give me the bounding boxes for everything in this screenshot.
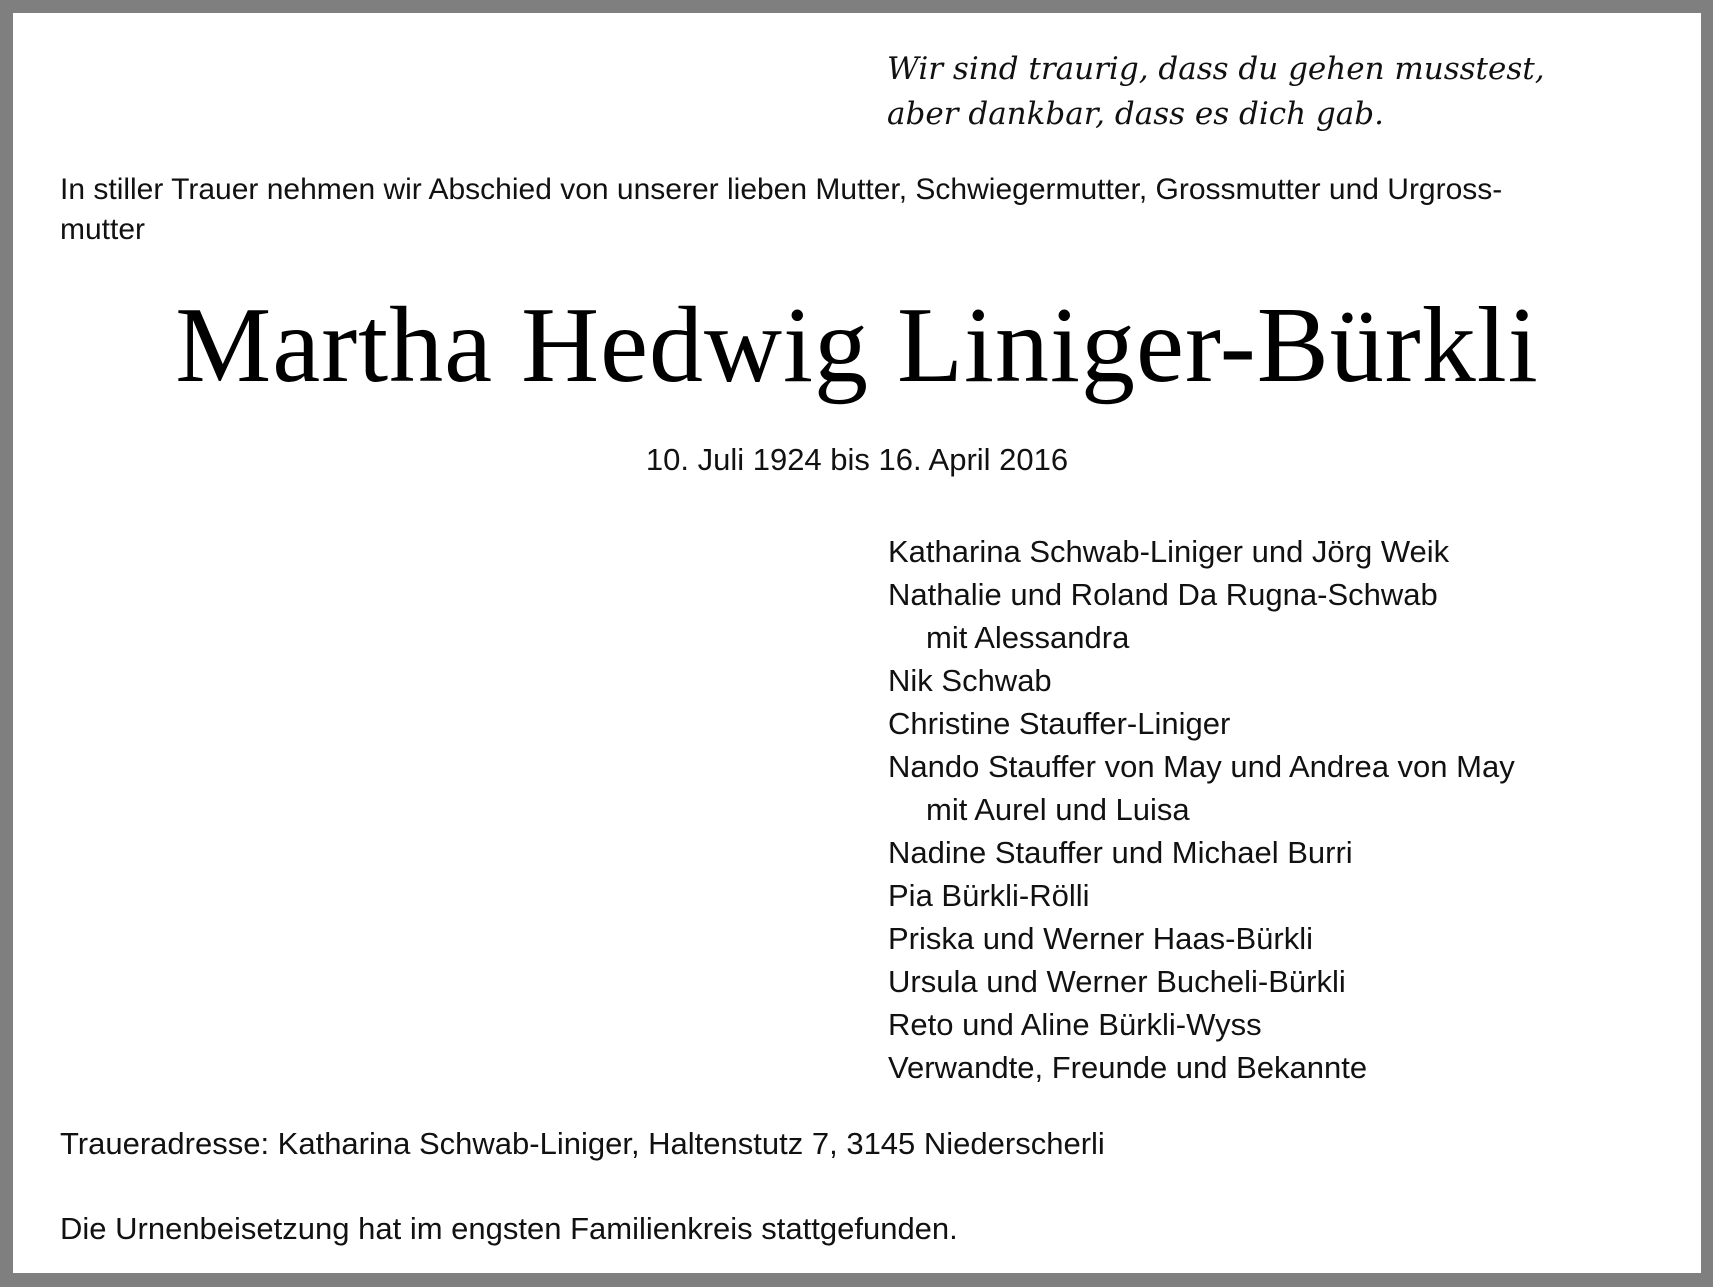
mourner-entry: Nathalie und Roland Da Rugna-Schwab: [888, 577, 1438, 612]
mourner-entry-indented: mit Alessandra: [926, 620, 1130, 655]
mourner-entry: Reto und Aline Bürkli-Wyss: [888, 1007, 1262, 1042]
mourner-entry: Nadine Stauffer und Michael Burri: [888, 835, 1353, 870]
intro-line-1: In stiller Trauer nehmen wir Abschied von unserer lieben Mutter, Schwiegermutter, Grossmutter und Urgross-: [60, 173, 1503, 206]
motto-quote: [887, 47, 1545, 137]
mourner-entry: Nik Schwab: [888, 663, 1052, 698]
mourner-entry: Nando Stauffer von May und Andrea von May: [888, 749, 1515, 784]
deceased-name: Martha Hedwig Liniger-Bürkli: [175, 286, 1539, 405]
mourner-entry: Katharina Schwab-Liniger und Jörg Weik: [888, 534, 1450, 569]
mourners-list: [888, 530, 1515, 1089]
mourner-entry: Christine Stauffer-Liniger: [888, 706, 1231, 741]
burial-note: Die Urnenbeisetzung hat im engsten Familienkreis stattgefunden.: [60, 1211, 958, 1246]
mourner-entry: Priska und Werner Haas-Bürkli: [888, 921, 1313, 956]
motto-line-1: Wir sind traurig, dass du gehen musstest,: [887, 51, 1545, 87]
mourner-entry: Verwandte, Freunde und Bekannte: [888, 1050, 1368, 1085]
life-dates: 10. Juli 1924 bis 16. April 2016: [645, 442, 1069, 477]
mourner-entry-indented: mit Aurel und Luisa: [926, 792, 1190, 827]
mourner-entry: Ursula und Werner Bucheli-Bürkli: [888, 964, 1346, 999]
intro-text: [60, 170, 1670, 250]
motto-line-2: aber dankbar, dass es dich gab.: [887, 96, 1384, 132]
obituary-notice: [13, 13, 1701, 1273]
mourner-entry: Pia Bürkli-Rölli: [888, 878, 1090, 913]
mourning-address: Traueradresse: Katharina Schwab-Liniger, Haltenstutz 7, 3145 Niederscherli: [60, 1126, 1105, 1161]
intro-line-2: mutter: [60, 213, 146, 246]
